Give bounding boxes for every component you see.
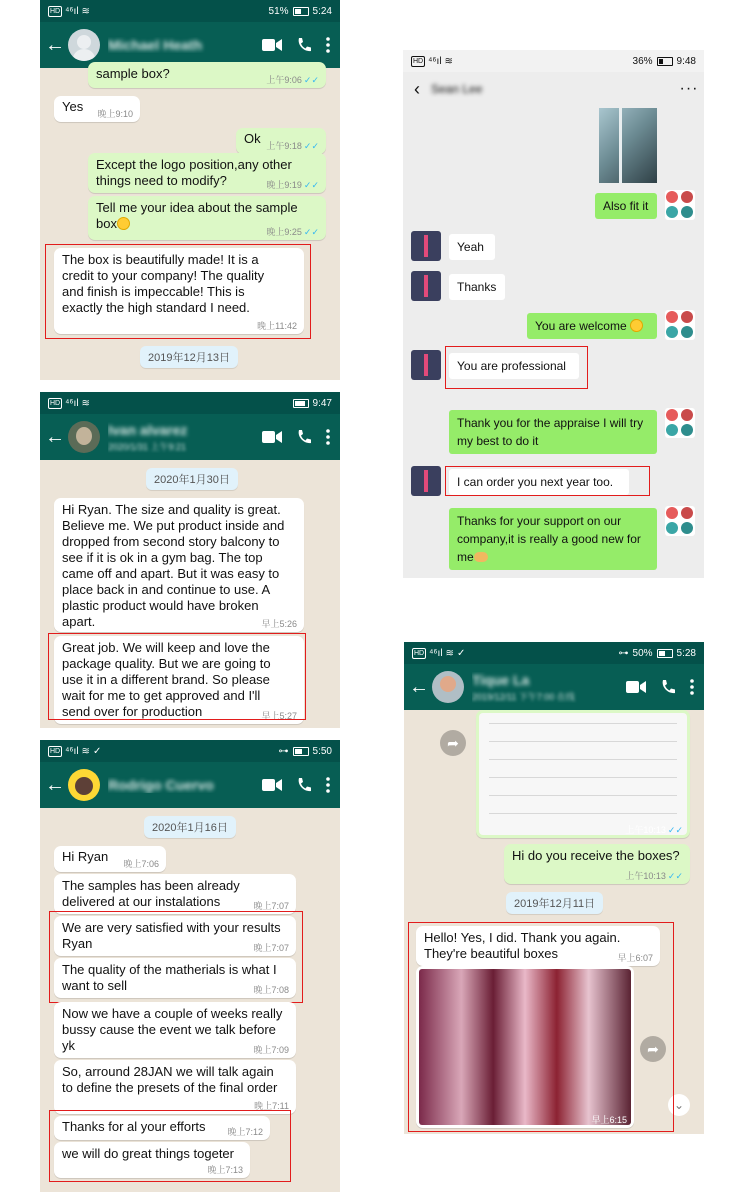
message-bubble[interactable]: Thanks for al your efforts 晚上7:12: [54, 1116, 270, 1140]
avatar[interactable]: [665, 506, 695, 536]
avatar[interactable]: [411, 350, 441, 380]
video-call-icon[interactable]: [262, 778, 282, 792]
shared-photo[interactable]: [599, 108, 657, 183]
image-message[interactable]: 上午10:13 ✓✓: [476, 710, 690, 838]
read-receipt-icon: ✓✓: [667, 871, 683, 881]
date-chip: 2019年12月11日: [506, 892, 603, 914]
tracking-document-image[interactable]: [479, 713, 687, 835]
contact-name[interactable]: Michael Heath: [108, 37, 203, 53]
message-bubble[interactable]: Now we have a couple of weeks really bussy cause the event we talk before yk 晚上7:09: [54, 1002, 296, 1058]
message-bubble[interactable]: Great job. We will keep and love the package quality. But we are going to use it in a different brand. So please wait for me to get approved and I'll send over for production 早上5:27: [54, 636, 304, 724]
message-bubble[interactable]: Also fit it: [595, 193, 657, 219]
message-bubble[interactable]: The quality of the matherials is what I want to sell 晚上7:08: [54, 958, 296, 998]
message-bubble[interactable]: So, arround 28JAN we will talk again to define the presets of the final order 晚上7:11: [54, 1060, 296, 1114]
avatar[interactable]: [665, 408, 695, 438]
message-bubble[interactable]: Hi Ryan. The size and quality is great. Believe me. We put product inside and dropped from second story balcony to see if it is ok in a gym bag. The top came off and apart. But it was easy to place back in and continue to use. A plastic product would have broken apart. 早上5:26: [54, 498, 304, 632]
highlight-box: [408, 922, 674, 1132]
message-bubble[interactable]: Ok 上午9:18 ✓✓: [236, 128, 326, 154]
message-bubble[interactable]: You are welcome: [527, 313, 657, 339]
message-bubble[interactable]: sample box? 上午9:06 ✓✓: [88, 62, 326, 88]
message-bubble[interactable]: Hi do you receive the boxes? 上午10:13 ✓✓: [504, 844, 690, 884]
read-receipt-icon: ✓✓: [667, 825, 683, 835]
contact-name[interactable]: Sean Lee: [431, 82, 483, 96]
message-bubble[interactable]: I can order you next year too.: [449, 469, 629, 495]
highlight-box: [48, 633, 306, 720]
avatar[interactable]: [665, 190, 695, 220]
more-options-icon[interactable]: [690, 679, 694, 695]
back-arrow-icon[interactable]: ←: [409, 675, 429, 698]
phone-call-icon[interactable]: [296, 777, 312, 793]
message-bubble[interactable]: The box is beautifully made! It is a credit to your company! The quality and finish is impeccable! This is exactly the high standard I need. 晚上11:42: [54, 248, 304, 334]
highlight-box: [45, 244, 311, 339]
phone-call-icon[interactable]: [660, 679, 676, 695]
status-bar: HD ⁴⁶ıl ≋ ✓ ⊶ 5:50: [40, 740, 340, 762]
contact-status: 2019/12/11 下午7:00 在线: [472, 691, 575, 702]
smile-emoji-icon: [117, 217, 130, 230]
back-arrow-icon[interactable]: ←: [45, 773, 65, 796]
phone-call-icon[interactable]: [296, 429, 312, 445]
read-receipt-icon: ✓✓: [303, 141, 319, 151]
contact-name[interactable]: Tique La: [472, 671, 530, 688]
image-message[interactable]: 早上6:15: [416, 966, 634, 1128]
more-options-icon[interactable]: [326, 777, 330, 793]
highlight-box: [445, 466, 650, 496]
message-bubble[interactable]: Hi Ryan 晚上7:06: [54, 846, 166, 872]
avatar[interactable]: [68, 29, 100, 61]
message-bubble[interactable]: Except the logo position,any other things need to modify? 晚上9:19 ✓✓: [88, 153, 326, 193]
contact-name[interactable]: Rodrigo Cuervo: [108, 777, 214, 793]
chat-header: [40, 762, 340, 808]
message-bubble[interactable]: You are professional: [449, 353, 579, 379]
avatar[interactable]: [665, 310, 695, 340]
chat-screenshot-4: [403, 50, 704, 578]
avatar[interactable]: [68, 421, 100, 453]
video-call-icon[interactable]: [262, 38, 282, 52]
read-receipt-icon: ✓✓: [303, 227, 319, 237]
highlight-box: [445, 346, 588, 389]
chat-screenshot-5: [404, 642, 704, 1134]
smile-emoji-icon: [630, 319, 643, 332]
status-bar: HD ⁴⁶ıl ≋ 36% 9:48: [403, 50, 704, 72]
avatar[interactable]: [411, 231, 441, 261]
phone-call-icon[interactable]: [296, 37, 312, 53]
back-arrow-icon[interactable]: ←: [45, 33, 65, 56]
message-bubble[interactable]: Yeah: [449, 234, 495, 260]
read-receipt-icon: ✓✓: [303, 180, 319, 190]
message-bubble[interactable]: The samples has been already delivered at our instalations 晚上7:07: [54, 874, 296, 914]
chat-header: [40, 414, 340, 460]
message-bubble[interactable]: Thank you for the appraise I will try my best to do it: [449, 410, 657, 454]
chat-screenshot-1: [40, 0, 340, 380]
message-bubble[interactable]: We are very satisfied with your results Ryan 晚上7:07: [54, 916, 296, 956]
message-bubble[interactable]: Yes 晚上9:10: [54, 96, 140, 122]
more-options-icon[interactable]: [326, 429, 330, 445]
chat-screenshot-2: [40, 392, 340, 728]
read-receipt-icon: ✓✓: [303, 75, 319, 85]
date-chip: 2019年12月13日: [140, 346, 238, 368]
status-bar: HD ⁴⁶ıl ≋ ✓ ⊶ 50% 5:28: [404, 642, 704, 664]
message-bubble[interactable]: Thanks: [449, 274, 505, 300]
more-options-icon[interactable]: [326, 37, 330, 53]
date-chip: 2020年1月16日: [144, 816, 236, 838]
avatar[interactable]: [432, 671, 464, 703]
scroll-down-icon[interactable]: ⌄: [668, 1094, 690, 1116]
chat-header: [403, 72, 704, 106]
avatar[interactable]: [411, 466, 441, 496]
chat-screenshot-3: [40, 740, 340, 1192]
forward-icon[interactable]: ➦: [640, 1036, 666, 1062]
avatar[interactable]: [68, 769, 100, 801]
video-call-icon[interactable]: [626, 680, 646, 694]
handshake-emoji-icon: [474, 552, 488, 562]
more-options-icon[interactable]: ···: [679, 80, 699, 97]
highlight-box: [49, 911, 303, 1003]
avatar[interactable]: [411, 271, 441, 301]
message-bubble[interactable]: we will do great things togeter 晚上7:13: [54, 1142, 250, 1178]
status-bar: HD ⁴⁶ıl ≋ 9:47: [40, 392, 340, 414]
date-chip: 2020年1月30日: [146, 468, 238, 490]
message-bubble[interactable]: Hello! Yes, I did. Thank you again. They're beautiful boxes 早上6:07: [416, 926, 660, 966]
forward-icon[interactable]: ➦: [440, 730, 466, 756]
back-arrow-icon[interactable]: ←: [45, 425, 65, 448]
status-bar: HD ⁴⁶ıl ≋ 51% 5:24: [40, 0, 340, 22]
contact-name[interactable]: Ivan alvarez: [108, 421, 188, 438]
highlight-box: [49, 1110, 291, 1182]
message-bubble[interactable]: Tell me your idea about the sample box 晚上9:25 ✓✓: [88, 196, 326, 240]
message-bubble[interactable]: Thanks for your support on our company,it is really a good new for me: [449, 508, 657, 570]
contact-status: 2020/1/31 上午9:21: [108, 441, 187, 452]
back-arrow-icon[interactable]: ‹: [414, 78, 420, 99]
video-call-icon[interactable]: [262, 430, 282, 444]
chat-header: [404, 664, 704, 710]
